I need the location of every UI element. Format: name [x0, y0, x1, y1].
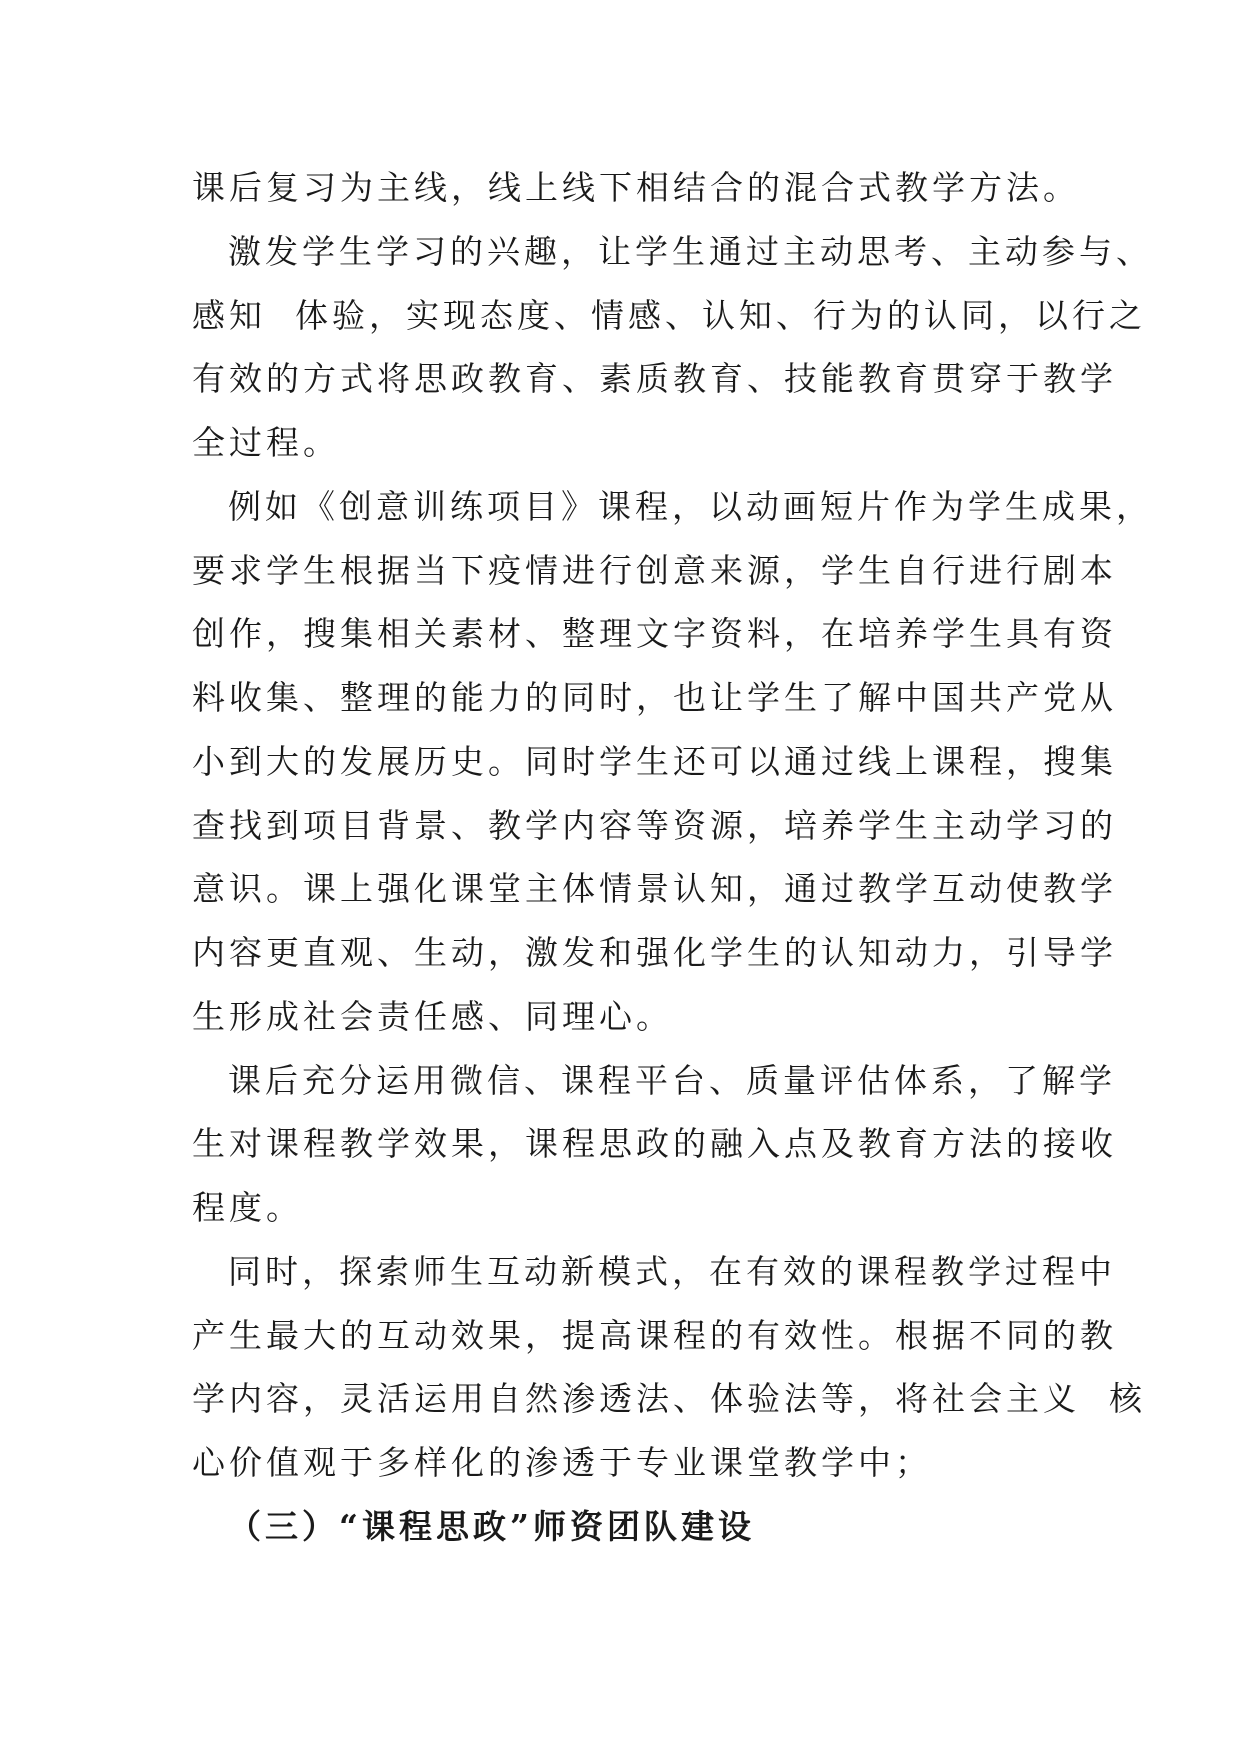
paragraph-first-line: 同时，探索师生互动新模式，在有效的课程教学过程中 [228, 1252, 1116, 1291]
text-line: 意识。课上强化课堂主体情景认知，通过教学互动使教学 [192, 869, 1117, 908]
text-line: 料收集、整理的能力的同时，也让学生了解中国共产党从 [192, 678, 1117, 717]
text-line: 生对课程教学效果，课程思政的融入点及教育方法的接收 [192, 1124, 1117, 1163]
text-line: 全过程。 [192, 423, 340, 462]
text-line: 要求学生根据当下疫情进行创意来源，学生自行进行剧本 [192, 551, 1117, 590]
text-line: 心价值观于多样化的渗透于专业课堂教学中； [192, 1443, 932, 1482]
text-line: 课后复习为主线，线上线下相结合的混合式教学方法。 [192, 168, 1080, 207]
section-heading: （三）“课程思政”师资团队建设 [228, 1507, 755, 1546]
text-line: 生形成社会责任感、同理心。 [192, 997, 673, 1036]
text-line: 感知 体验，实现态度、情感、认知、行为的认同，以行之 [192, 296, 1146, 335]
text-line: 产生最大的互动效果，提高课程的有效性。根据不同的教 [192, 1316, 1117, 1355]
paragraph-first-line: 激发学生学习的兴趣，让学生通过主动思考、主动参与、 [228, 232, 1153, 271]
text-line: 创作，搜集相关素材、整理文字资料，在培养学生具有资 [192, 614, 1117, 653]
paragraph-first-line: 课后充分运用微信、课程平台、质量评估体系，了解学 [228, 1061, 1116, 1100]
text-line: 小到大的发展历史。同时学生还可以通过线上课程，搜集 [192, 742, 1117, 781]
text-line: 学内容，灵活运用自然渗透法、体验法等，将社会主义 核 [192, 1379, 1146, 1418]
text-line: 有效的方式将思政教育、素质教育、技能教育贯穿于教学 [192, 359, 1117, 398]
paragraph-first-line: 例如《创意训练项目》课程，以动画短片作为学生成果， [228, 487, 1153, 526]
text-line: 内容更直观、生动，激发和强化学生的认知动力，引导学 [192, 933, 1117, 972]
text-line: 查找到项目背景、教学内容等资源，培养学生主动学习的 [192, 806, 1117, 845]
text-line: 程度。 [192, 1188, 303, 1227]
